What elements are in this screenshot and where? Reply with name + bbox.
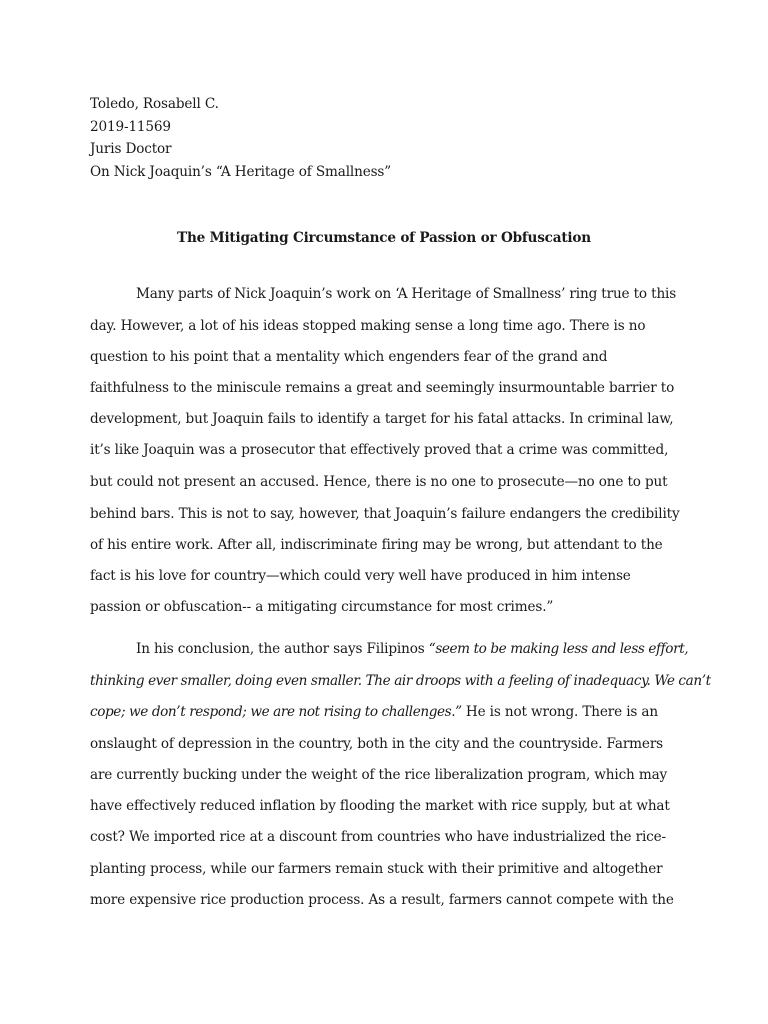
paragraph-line: day. However, a lot of his ideas stopped making sense a long time ago. There is no <box>90 318 646 334</box>
paragraph-line: development, but Joaquin fails to identify a target for his fatal attacks. In criminal law, <box>90 411 674 427</box>
plain-text: He is not wrong. There is an <box>461 704 658 720</box>
paragraph-line: onslaught of depression in the country, both in the city and the countryside. Farmers <box>90 736 663 752</box>
paragraph-line: have effectively reduced inflation by flooding the market with rice supply, but at what <box>90 798 670 814</box>
paragraph-line: cost? We imported rice at a discount from countries who have industrialized the rice- <box>90 829 666 845</box>
paragraph-line: faithfulness to the miniscule remains a great and seemingly insurmountable barrier to <box>90 380 675 396</box>
student-number: 2019-11569 <box>90 118 171 135</box>
header-block <box>90 93 391 183</box>
quoted-text: cope; we don’t respond; we are not rising to challenges.” <box>90 704 462 720</box>
quoted-text: “seem to be making less and less effort, <box>428 641 689 657</box>
paragraph-line <box>136 639 688 659</box>
paragraph-line: of his entire work. After all, indiscriminate firing may be wrong, but attendant to the <box>90 537 663 553</box>
essay-title: The Mitigating Circumstance of Passion or Obfuscation <box>177 230 591 246</box>
paragraph-line: fact is his love for country—which could very well have produced in him intense <box>90 568 631 584</box>
program-name: Juris Doctor <box>90 141 172 157</box>
paragraph-line: more expensive rice production process. As a result, farmers cannot compete with the <box>90 892 674 908</box>
essay-subject: On Nick Joaquin’s “A Heritage of Smallness” <box>90 163 392 180</box>
plain-text: In his conclusion, the author says Filipinos <box>136 641 429 657</box>
paragraph-line: Many parts of Nick Joaquin’s work on ‘A Heritage of Smallness’ ring true to this <box>136 286 677 302</box>
paragraph-line: passion or obfuscation-- a mitigating circumstance for most crimes.” <box>90 599 554 615</box>
paragraph-line: but could not present an accused. Hence, there is no one to prosecute—no one to put <box>90 474 668 490</box>
paragraph-line: it’s like Joaquin was a prosecutor that effectively proved that a crime was committed, <box>90 442 669 458</box>
paragraph-line <box>90 702 658 722</box>
paragraph-line: are currently bucking under the weight of the rice liberalization program, which may <box>90 767 668 783</box>
author-name: Toledo, Rosabell C. <box>90 96 219 112</box>
paragraph-line: planting process, while our farmers remain stuck with their primitive and altogether <box>90 861 663 877</box>
paragraph-line: behind bars. This is not to say, however, that Joaquin’s failure endangers the credibility <box>90 506 680 522</box>
paragraph-line: question to his point that a mentality which engenders fear of the grand and <box>90 349 608 365</box>
quoted-text-line: thinking ever smaller, doing even smaller. The air droops with a feeling of inadequacy. We can’t <box>90 673 711 689</box>
